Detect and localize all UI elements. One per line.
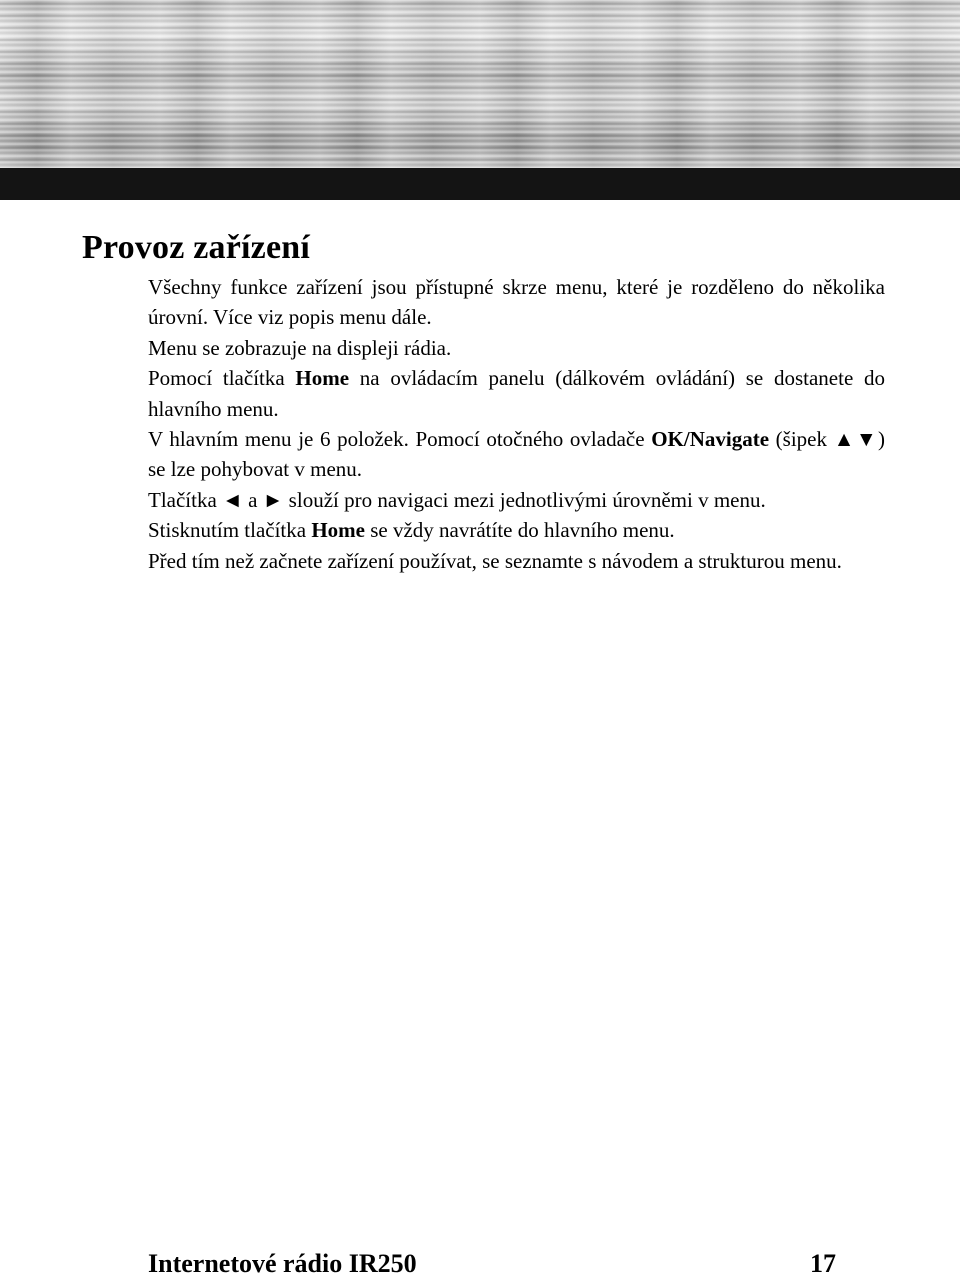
header-dark-bar (0, 168, 960, 200)
home-key-label: Home (295, 366, 350, 391)
paragraph-return-home (148, 515, 885, 545)
paragraph-home-button (148, 363, 885, 424)
home-key-label: Home (311, 518, 365, 543)
text-segment: se vždy navrátíte do hlavního menu. (364, 518, 675, 543)
paragraph-menu-intro: Všechny funkce zařízení jsou přístupné skrze menu, které je rozděleno do několika úrovní. Více viz popis menu dále. (148, 275, 885, 330)
text-segment: Pomocí tlačítka (148, 366, 296, 391)
paragraph-arrow-buttons: Tlačítka ◄ a ► slouží pro navigaci mezi jednotlivými úrovněmi v menu. (148, 487, 766, 512)
page-title: Provoz zařízení (82, 229, 311, 266)
paragraph-display: Menu se zobrazuje na displeji rádia. (148, 335, 452, 360)
text-segment: V hlavním menu je 6 položek. Pomocí otočného ovladače (148, 427, 652, 452)
body-text (148, 272, 885, 576)
footer-product-name: Internetové rádio IR250 (148, 1249, 417, 1278)
text-segment: (šipek ▲▼) se lze pohybovat v menu. (148, 427, 885, 482)
paragraph-read-manual: Před tím než začnete zařízení používat, se seznamte s návodem a strukturou menu. (148, 548, 842, 573)
text-segment: Stisknutím tlačítka (148, 518, 312, 543)
paragraph-main-menu-items (148, 424, 885, 485)
footer-page-number: 17 (810, 1249, 836, 1278)
text-segment: na ovládacím panelu (dálkovém ovládání) se dostanete do hlavního menu. (148, 366, 885, 421)
ok-navigate-key-label: OK/Navigate (651, 427, 770, 452)
header-banner (0, 0, 960, 168)
